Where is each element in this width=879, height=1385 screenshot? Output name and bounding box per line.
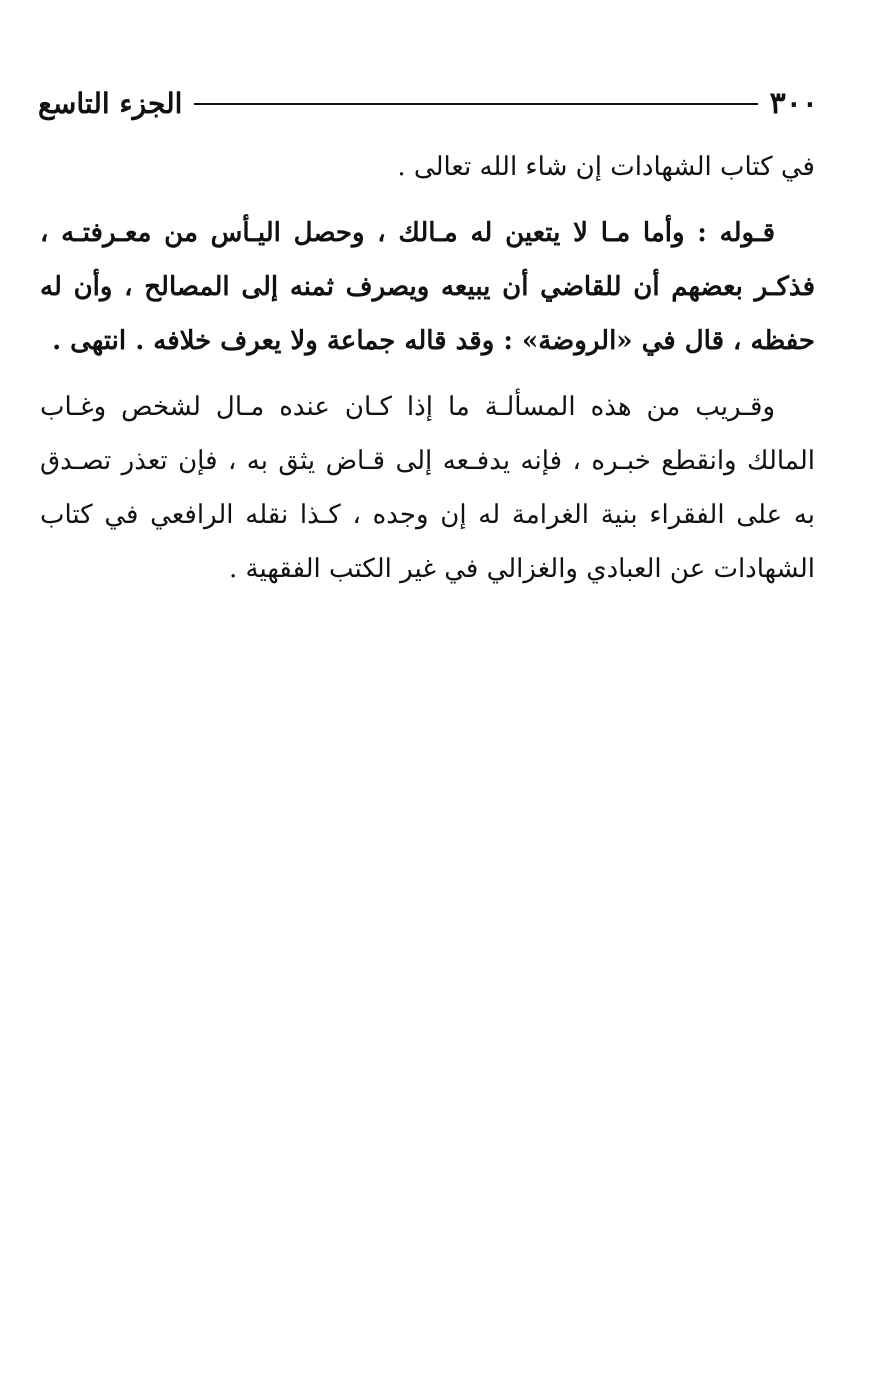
page-header bbox=[38, 80, 818, 128]
page-number: ٣٠٠ bbox=[769, 86, 818, 121]
paragraph-continuation: في كتاب الشهادات إن شاء الله تعالى . bbox=[397, 152, 815, 182]
paragraph-quoted-statement: قـوله : وأما مـا لا يتعين له مـالك ، وحصل اليـأس من معـرفتـه ، فذكـر بعضهم أن للقاضي أن يبيعه ويصرف ثمنه إلى المصالح ، وأن له حفظه ، قال في «الروضة» : وقد قاله جماعة ولا يعرف خلافه . انتهى . bbox=[40, 218, 815, 356]
paragraph-commentary: وقـريب من هذه المسألـة ما إذا كـان عنده مـال لشخص وغـاب المالك وانقطع خبـره ، فإنه يدفـعه إلى قـاض يثق به ، فإن تعذر تصـدق به على الفقراء بنية الغرامة له إن وجده ، كـذا نقله الرافعي في كتاب الشهادات عن العبادي والغزالي في غير الكتب الفقهية . bbox=[40, 392, 815, 584]
volume-title: الجزء التاسع bbox=[38, 87, 183, 120]
page-body bbox=[40, 140, 815, 596]
header-rule bbox=[194, 103, 757, 105]
